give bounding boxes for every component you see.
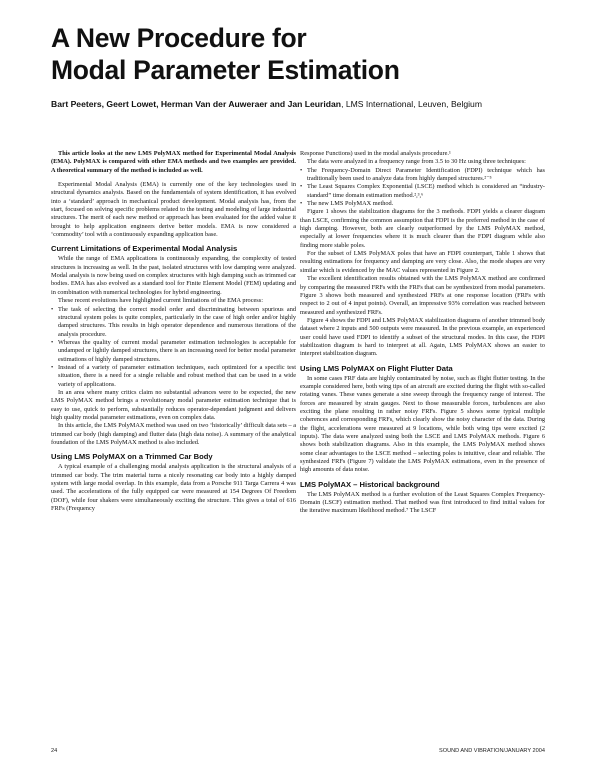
paragraph: Response Functions) used in the modal analysis procedure.¹ xyxy=(300,150,451,157)
byline xyxy=(51,99,571,109)
section-heading-limitations: Current Limitations of Experimental Modal Analysis xyxy=(51,244,238,254)
paragraph: In this article, the LMS PolyMAX method was used on two ‘historically’ difficult data sets – a trimmed car body (high damping) and flutter data (high data noise). A summary of the analytical foundation of the LMS PolyMAX method is also included. xyxy=(51,422,296,446)
paragraph: Figure 4 shows the FDPI and LMS PolyMAX stabilization diagrams of another trimmed body dataset where 2 inputs and 500 outputs were measured. In the previous example, an experienced user could have used FDPI to identify a subset of the structural modes. In this case, the FDPI stabilization diagram is hard to interpret at all. Again, LMS PolyMAX shows an easier to interpret stabilization diagram. xyxy=(300,316,545,358)
journal-footer: SOUND AND VIBRATION/JANUARY 2004 xyxy=(438,748,545,754)
paragraph: Figure 1 shows the stabilization diagrams for the 3 methods. FDPI yields a clearer diagram than LSCE, confirming the common assumption that FDPI is the preferred method in the case of high damping. However, both are clearly outperformed by the LMS PolyMAX method, especially at lower frequencies where it is much clearer than the FDPI diagram while also finding more stable poles. xyxy=(300,208,545,249)
paragraph: A typical example of a challenging modal analysis application is the structural analysis of a trimmed car body. The trim material turns a nicely resonating car body into a highly damped system with large modal overlap. In this example, data from a Porsche 911 Targa Carrera 4 was used. The accelerations of the fully equipped car were measured at 154 Degrees Of Freedom (DOF), while four shakers were simultaneously exciting the structure. This gives a total of 616 FRFs (Frequency xyxy=(51,463,296,513)
list-item: • The new LMS PolyMAX method. xyxy=(300,200,545,208)
list-item: • The Least Squares Complex Exponential (LSCE) method which is considered an “industry-standard” time domain estimation method.²,³,⁶ xyxy=(300,183,545,200)
paragraph: For the subset of LMS PolyMAX poles that have an FDPI counterpart, Table 1 shows that resulting estimations for frequency and damping are very close. Also, the mode shapes are very similar which is evidenced by the MAC values represented in Figure 2. xyxy=(300,250,545,274)
paragraph: The LMS PolyMAX method is a further evolution of the Least Squares Complex Frequency-Domain (LSCF) estimation method. That method was first introduced to find initial values for the iterative maximum likelihood method.⁷ The LSCF xyxy=(300,490,545,515)
list-item: • The Frequency-Domain Direct Parameter Identification (FDPI) technique which has traditionally been used to analyze data from highly damped structures.²⁻⁵ xyxy=(300,167,545,184)
title-line-2: Modal Parameter Estimation xyxy=(51,55,400,85)
abstract: This article looks at the new LMS PolyMAX method for Experimental Modal Analysis (EMA). PolyMAX is compared with other EMA methods and two examples are provided. A theoretical summary of the method is included as well. xyxy=(51,150,296,174)
list-item: • Whereas the quality of current modal parameter estimation technologies is acceptable for undamped or lightly damped structures, there is an increasing need for better modal parameter estimations of highly damped structures. xyxy=(51,339,296,364)
left-column xyxy=(51,150,296,513)
article-title xyxy=(51,22,551,86)
list-item: • The task of selecting the correct model order and discriminating between spurious and structural system poles is quite complex, particularly in the case of high order and/or highly damped structures. This results in high operator dependence and numerous iterations of the analysis procedure. xyxy=(51,306,296,339)
limitations-list xyxy=(51,306,296,389)
page-number: 24 xyxy=(51,748,58,754)
paragraph: In some cases FRF data are highly contaminated by noise, such as flight flutter testing. In the example considered here, both wing tips of an aircraft are excited during the flight with so-called rotating vanes. These vanes generate a sine sweep through the frequency range of interest. The forces are measured by strain gauges. Next to those measurable forces, turbulences are also exciting the plane resulting in rather noisy FRFs. Figure 5 shows some typical multiple coherences and corresponding FRFs, which clearly show the noisy character of the data. During the flight, accelerations were measured at 9 locations, while both wing tips were excited (2 inputs). The data were analyzed using both the LSCE and LMS PolyMAX methods. Figure 6 shows both stabilization diagrams. Also in this example, the LMS PolyMAX method shows some clear advantages to the LSCE method – selecting poles is intuitive, clear and reliable. The synthesized FRFs (Figure 7) validate the LMS PolyMAX estimations, even in the presence of high amounts of data noise. xyxy=(300,374,545,474)
paragraph: These recent evolutions have highlighted current limitations of the EMA process: xyxy=(58,297,263,305)
techniques-list xyxy=(300,167,545,209)
authors: Bart Peeters, Geert Lowet, Herman Van der Auweraer and Jan Leuridan xyxy=(51,99,342,109)
title-line-1: A New Procedure for xyxy=(51,23,307,53)
affiliation: , LMS International, Leuven, Belgium xyxy=(341,99,482,109)
section-heading-history: LMS PolyMAX – Historical background xyxy=(300,479,440,489)
paragraph: In an area where many critics claim no substantial advances were to be expected, the new LMS PolyMAX method brings a revolutionary modal parameter estimation technique that is easy to use, quick to perform, substantially reduces operator-dependant judgment and delivers high quality modal parameter estimations, even on complex data. xyxy=(51,388,296,421)
list-item: • Instead of a variety of parameter estimation techniques, each optimized for a specific test situation, there is a need for a single reliable and robust method that can be used in a wide variety of applications. xyxy=(51,364,296,389)
intro-paragraph: Experimental Modal Analysis (EMA) is currently one of the key technologies used in structural dynamics analysis. Based on the fundamentals of system identification, it has evolved into a ‘standard’ approach in mechanical product development. Modal analysis has, from the start, focused on solving specific problems related to the testing and modeling of large industrial structures. The merit of each new method or approach has been evaluated for the added value it brought to help application engineers derive better models. EMA is now considered a ‘commodity’ tool with a continuously expanding application base. xyxy=(51,181,296,239)
section-heading-flutter: Using LMS PolyMAX on Flight Flutter Data xyxy=(300,363,453,373)
paragraph: The data were analyzed in a frequency range from 3.5 to 30 Hz using three techniques: xyxy=(307,158,526,166)
paragraph: While the range of EMA applications is continuously expanding, the complexity of tested structures is increasing as well. In the past, isolated structures with low damping were analyzed. Modal analysis is now being used on complex structures with high damping such as trimmed car bodies. EMA has also evolved as a standard tool for Finite Element Model (FEM) updating and in combination with numerical technologies for hybrid engineering. xyxy=(51,255,296,296)
right-column xyxy=(300,150,545,516)
paragraph: The excellent identification results obtained with the LMS PolyMAX method are confirmed by comparing the measured FRFs with the FRFs that can be synthesized from modal parameters. Figure 3 shows both measured and synthesized FRFs at one response location (FRFs with respect to 2 out of 4 input points). Overall, an impressive 93% correlation was reached between measured and synthesized FRFs. xyxy=(300,275,545,316)
section-heading-trimmed-car: Using LMS PolyMAX on a Trimmed Car Body xyxy=(51,452,213,462)
